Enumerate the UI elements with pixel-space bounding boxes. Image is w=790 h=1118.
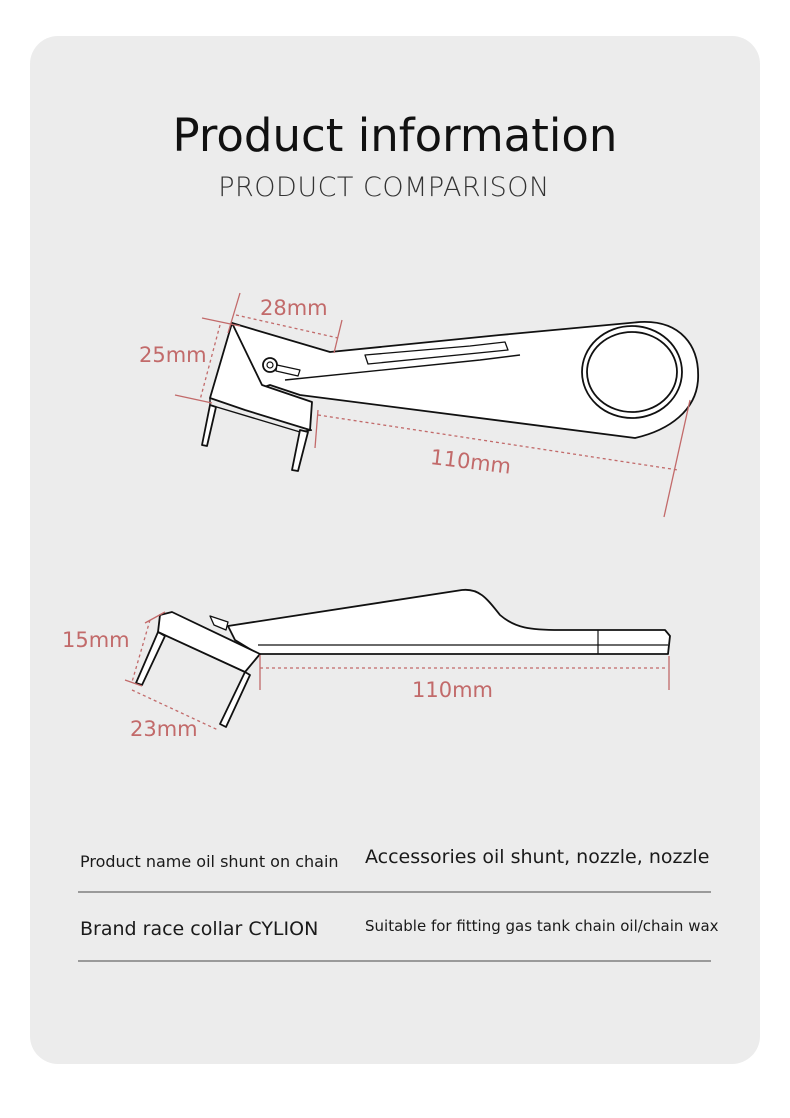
side-view-length-label: 110mm: [412, 678, 493, 702]
accessories-cell: Accessories oil shunt, nozzle, nozzle: [365, 846, 710, 868]
page-title: Product information: [172, 109, 618, 162]
side-view-drawing: [136, 590, 670, 727]
table-divider: [78, 891, 711, 893]
top-view-ring-inner: [587, 332, 677, 412]
top-view-width-label: 28mm: [260, 296, 328, 320]
side-view-leg-right: [220, 672, 250, 727]
top-view-screw: [263, 358, 277, 372]
side-view-tab: [210, 616, 228, 630]
top-view-leg-left: [202, 405, 216, 446]
top-view-length-label: 110mm: [429, 445, 513, 479]
product-name-cell: Product name oil shunt on chain: [80, 852, 339, 871]
suitable-for-cell: Suitable for fitting gas tank chain oil/chain wax: [365, 917, 719, 935]
brand-cell: Brand race collar CYLION: [80, 918, 319, 940]
table-divider: [78, 960, 711, 962]
top-view-leg-right: [292, 430, 308, 471]
side-view-depth-label: 23mm: [130, 717, 198, 741]
side-view-height-label: 15mm: [62, 628, 130, 652]
side-view-leg-left: [136, 632, 165, 685]
page-subtitle: PRODUCT COMPARISON: [218, 172, 550, 203]
top-view-height-label: 25mm: [139, 343, 207, 367]
